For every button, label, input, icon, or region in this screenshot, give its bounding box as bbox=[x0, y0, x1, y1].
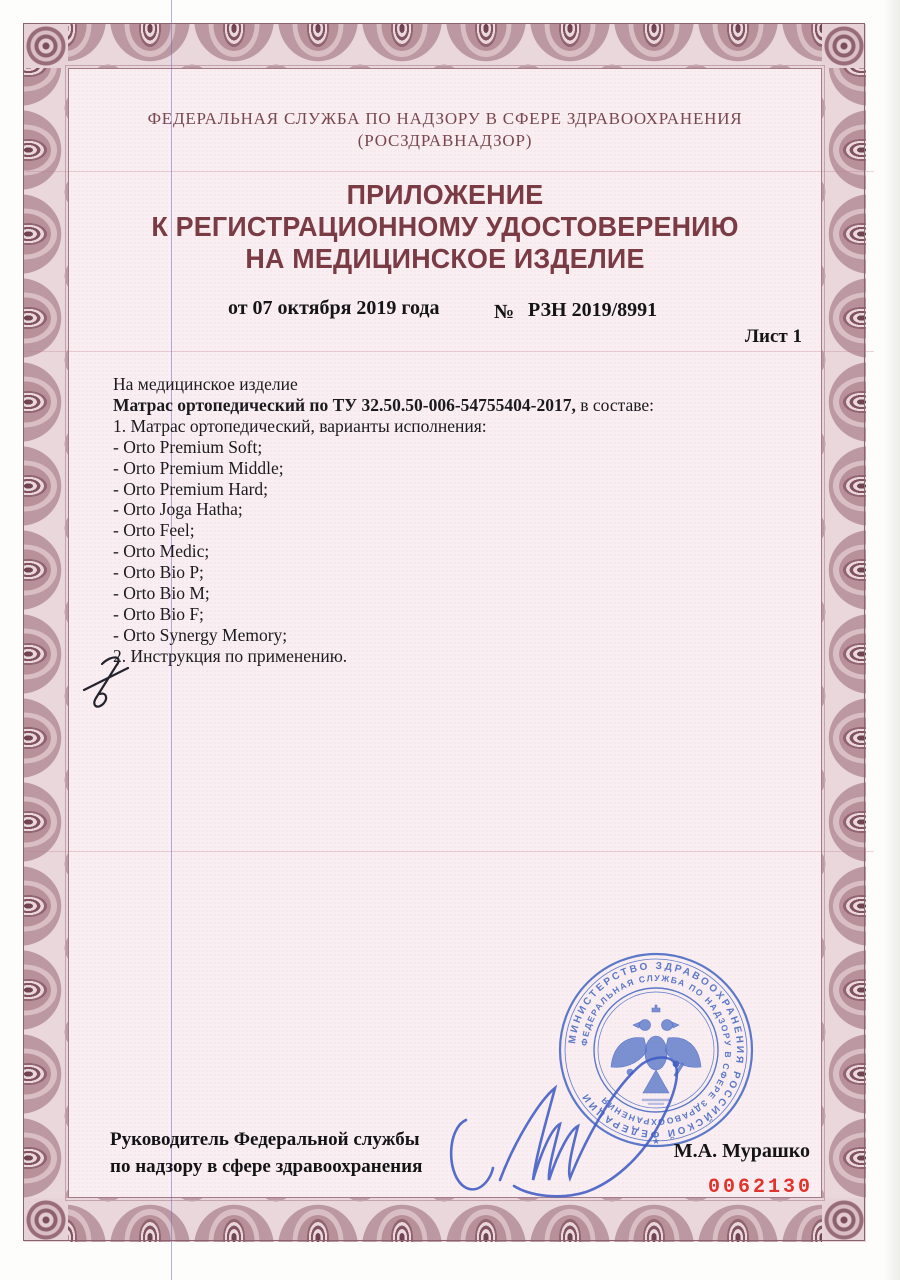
signer-title-line-2: по надзору в сфере здравоохранения bbox=[110, 1156, 423, 1177]
list-item-2: 2. Инструкция по применению. bbox=[113, 645, 348, 666]
seal-inner-ring-text: ФЕДЕРАЛЬНАЯ СЛУЖБА ПО НАДЗОРУ В СФЕРЕ ЗДРАВООХРАНЕНИЯ bbox=[579, 972, 734, 1128]
product-name: Матрас ортопедический по ТУ 32.50.50-006-54755404-2017, bbox=[113, 394, 576, 415]
title-line-2: К РЕГИСТРАЦИОННОМУ УДОСТОВЕРЕНИЮ bbox=[151, 211, 739, 242]
title-line-1: ПРИЛОЖЕНИЕ bbox=[346, 179, 544, 210]
issue-row bbox=[0, 297, 900, 325]
title-line-3: НА МЕДИЦИНСКОЕ ИЗДЕЛИЕ bbox=[245, 243, 645, 274]
scan-hairline bbox=[26, 851, 874, 852]
signer-title bbox=[110, 1126, 510, 1180]
variant-line: - Orto Bio M; bbox=[113, 583, 210, 604]
product-line bbox=[113, 395, 803, 416]
agency-shortname-line: (РОСЗДРАВНАДЗОР) bbox=[357, 131, 533, 150]
variant-line: - Orto Synergy Memory; bbox=[113, 624, 288, 645]
variant-line: - Orto Bio P; bbox=[113, 562, 204, 583]
variant-line: - Orto Premium Hard; bbox=[113, 478, 269, 499]
issue-date: от 07 октября 2019 года bbox=[228, 297, 440, 319]
variant-line: - Orto Premium Soft; bbox=[113, 436, 263, 457]
signer-title-line-1: Руководитель Федеральной службы bbox=[110, 1129, 420, 1150]
signature-ink-dot bbox=[673, 1061, 680, 1068]
variant-line: - Orto Joga Hatha; bbox=[113, 499, 243, 520]
sheet-number: Лист 1 bbox=[744, 326, 802, 347]
registration-number: РЗН 2019/8991 bbox=[528, 299, 658, 321]
variant-line: - Orto Medic; bbox=[113, 541, 210, 562]
number-sign: № bbox=[494, 301, 515, 323]
list-item-1: 1. Матрас ортопедический, варианты исполнения: bbox=[113, 415, 487, 436]
variant-line: - Orto Feel; bbox=[113, 520, 195, 541]
seal-outer-ring-text: МИНИСТЕРСТВО ЗДРАВООХРАНЕНИЯ РОССИЙСКОЙ ФЕДЕРАЦИИ bbox=[567, 960, 746, 1140]
serial-number: 0062130 bbox=[707, 1176, 813, 1199]
handwritten-mark bbox=[80, 650, 140, 715]
variant-line: - Orto Premium Middle; bbox=[113, 457, 284, 478]
body-text bbox=[113, 374, 803, 667]
scan-hairline bbox=[26, 171, 874, 172]
variant-line: - Orto Bio F; bbox=[113, 603, 204, 624]
issuing-agency-header bbox=[68, 108, 822, 152]
intro-line: На медицинское изделие bbox=[113, 374, 298, 394]
seal-star-separator: ★ bbox=[651, 1136, 661, 1146]
document-title bbox=[83, 179, 807, 275]
signer-name: М.А. Мурашко bbox=[673, 1140, 810, 1162]
scan-hairline bbox=[26, 351, 874, 352]
agency-name-line: ФЕДЕРАЛЬНАЯ СЛУЖБА ПО НАДЗОРУ В СФЕРЕ ЗДРАВООХРАНЕНИЯ bbox=[147, 109, 743, 128]
product-tail: в составе: bbox=[575, 394, 655, 415]
